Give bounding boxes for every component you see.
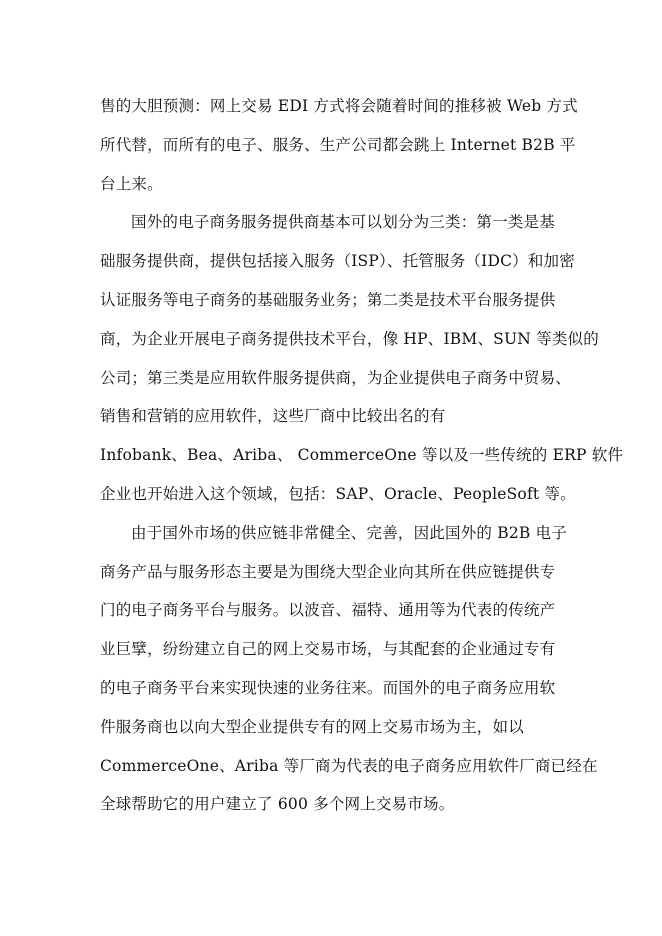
text-line: 商务产品与服务形态主要是为围绕大型企业向其所在供应链提供专 [100,563,556,581]
text-line: CommerceOne、Ariba 等厂商为代表的电子商务应用软件厂商已经在 [100,757,598,775]
text-line: 全球帮助它的用户建立了 600 多个网上交易市场。 [100,795,455,813]
text-line: 公司；第三类是应用软件服务提供商，为企业提供电子商务中贸易、 [100,369,572,387]
text-line: 件服务商也以向大型企业提供专有的网上交易市场为主，如以 [100,718,524,736]
text-line: Infobank、Bea、Ariba、 CommerceOne 等以及一些传统的 ERP 软件 [100,446,624,464]
text-line: 的电子商务平台来实现快速的业务往来。而国外的电子商务应用软 [100,679,556,697]
text-line: 销售和营销的应用软件，这些厂商中比较出名的有 [100,407,446,425]
text-line: 础服务提供商，提供包括接入服务（ISP）、托管服务（IDC）和加密 [100,252,575,270]
text-line: 企业也开始进入这个领域，包括：SAP、Oracle、PeopleSoft 等。 [100,485,576,503]
paragraph-start-line: 由于国外市场的供应链非常健全、完善，因此国外的 B2B 电子 [131,524,567,542]
text-line: 认证服务等电子商务的基础服务业务；第二类是技术平台服务提供 [100,291,556,309]
text-line: 业巨擘，纷纷建立自己的网上交易市场，与其配套的企业通过专有 [100,640,556,658]
text-line: 台上来。 [100,175,163,193]
text-line: 门的电子商务平台与服务。以波音、福特、通用等为代表的传统产 [100,601,556,619]
text-line: 商，为企业开展电子商务提供技术平台，像 HP、IBM、SUN 等类似的 [100,330,599,348]
paragraph-start-line: 国外的电子商务服务提供商基本可以划分为三类：第一类是基 [131,213,555,231]
text-line: 所代替，而所有的电子、服务、生产公司都会跳上 Internet B2B 平 [100,136,576,154]
text-line: 售的大胆预测：网上交易 EDI 方式将会随着时间的推移被 Web 方式 [100,97,578,115]
